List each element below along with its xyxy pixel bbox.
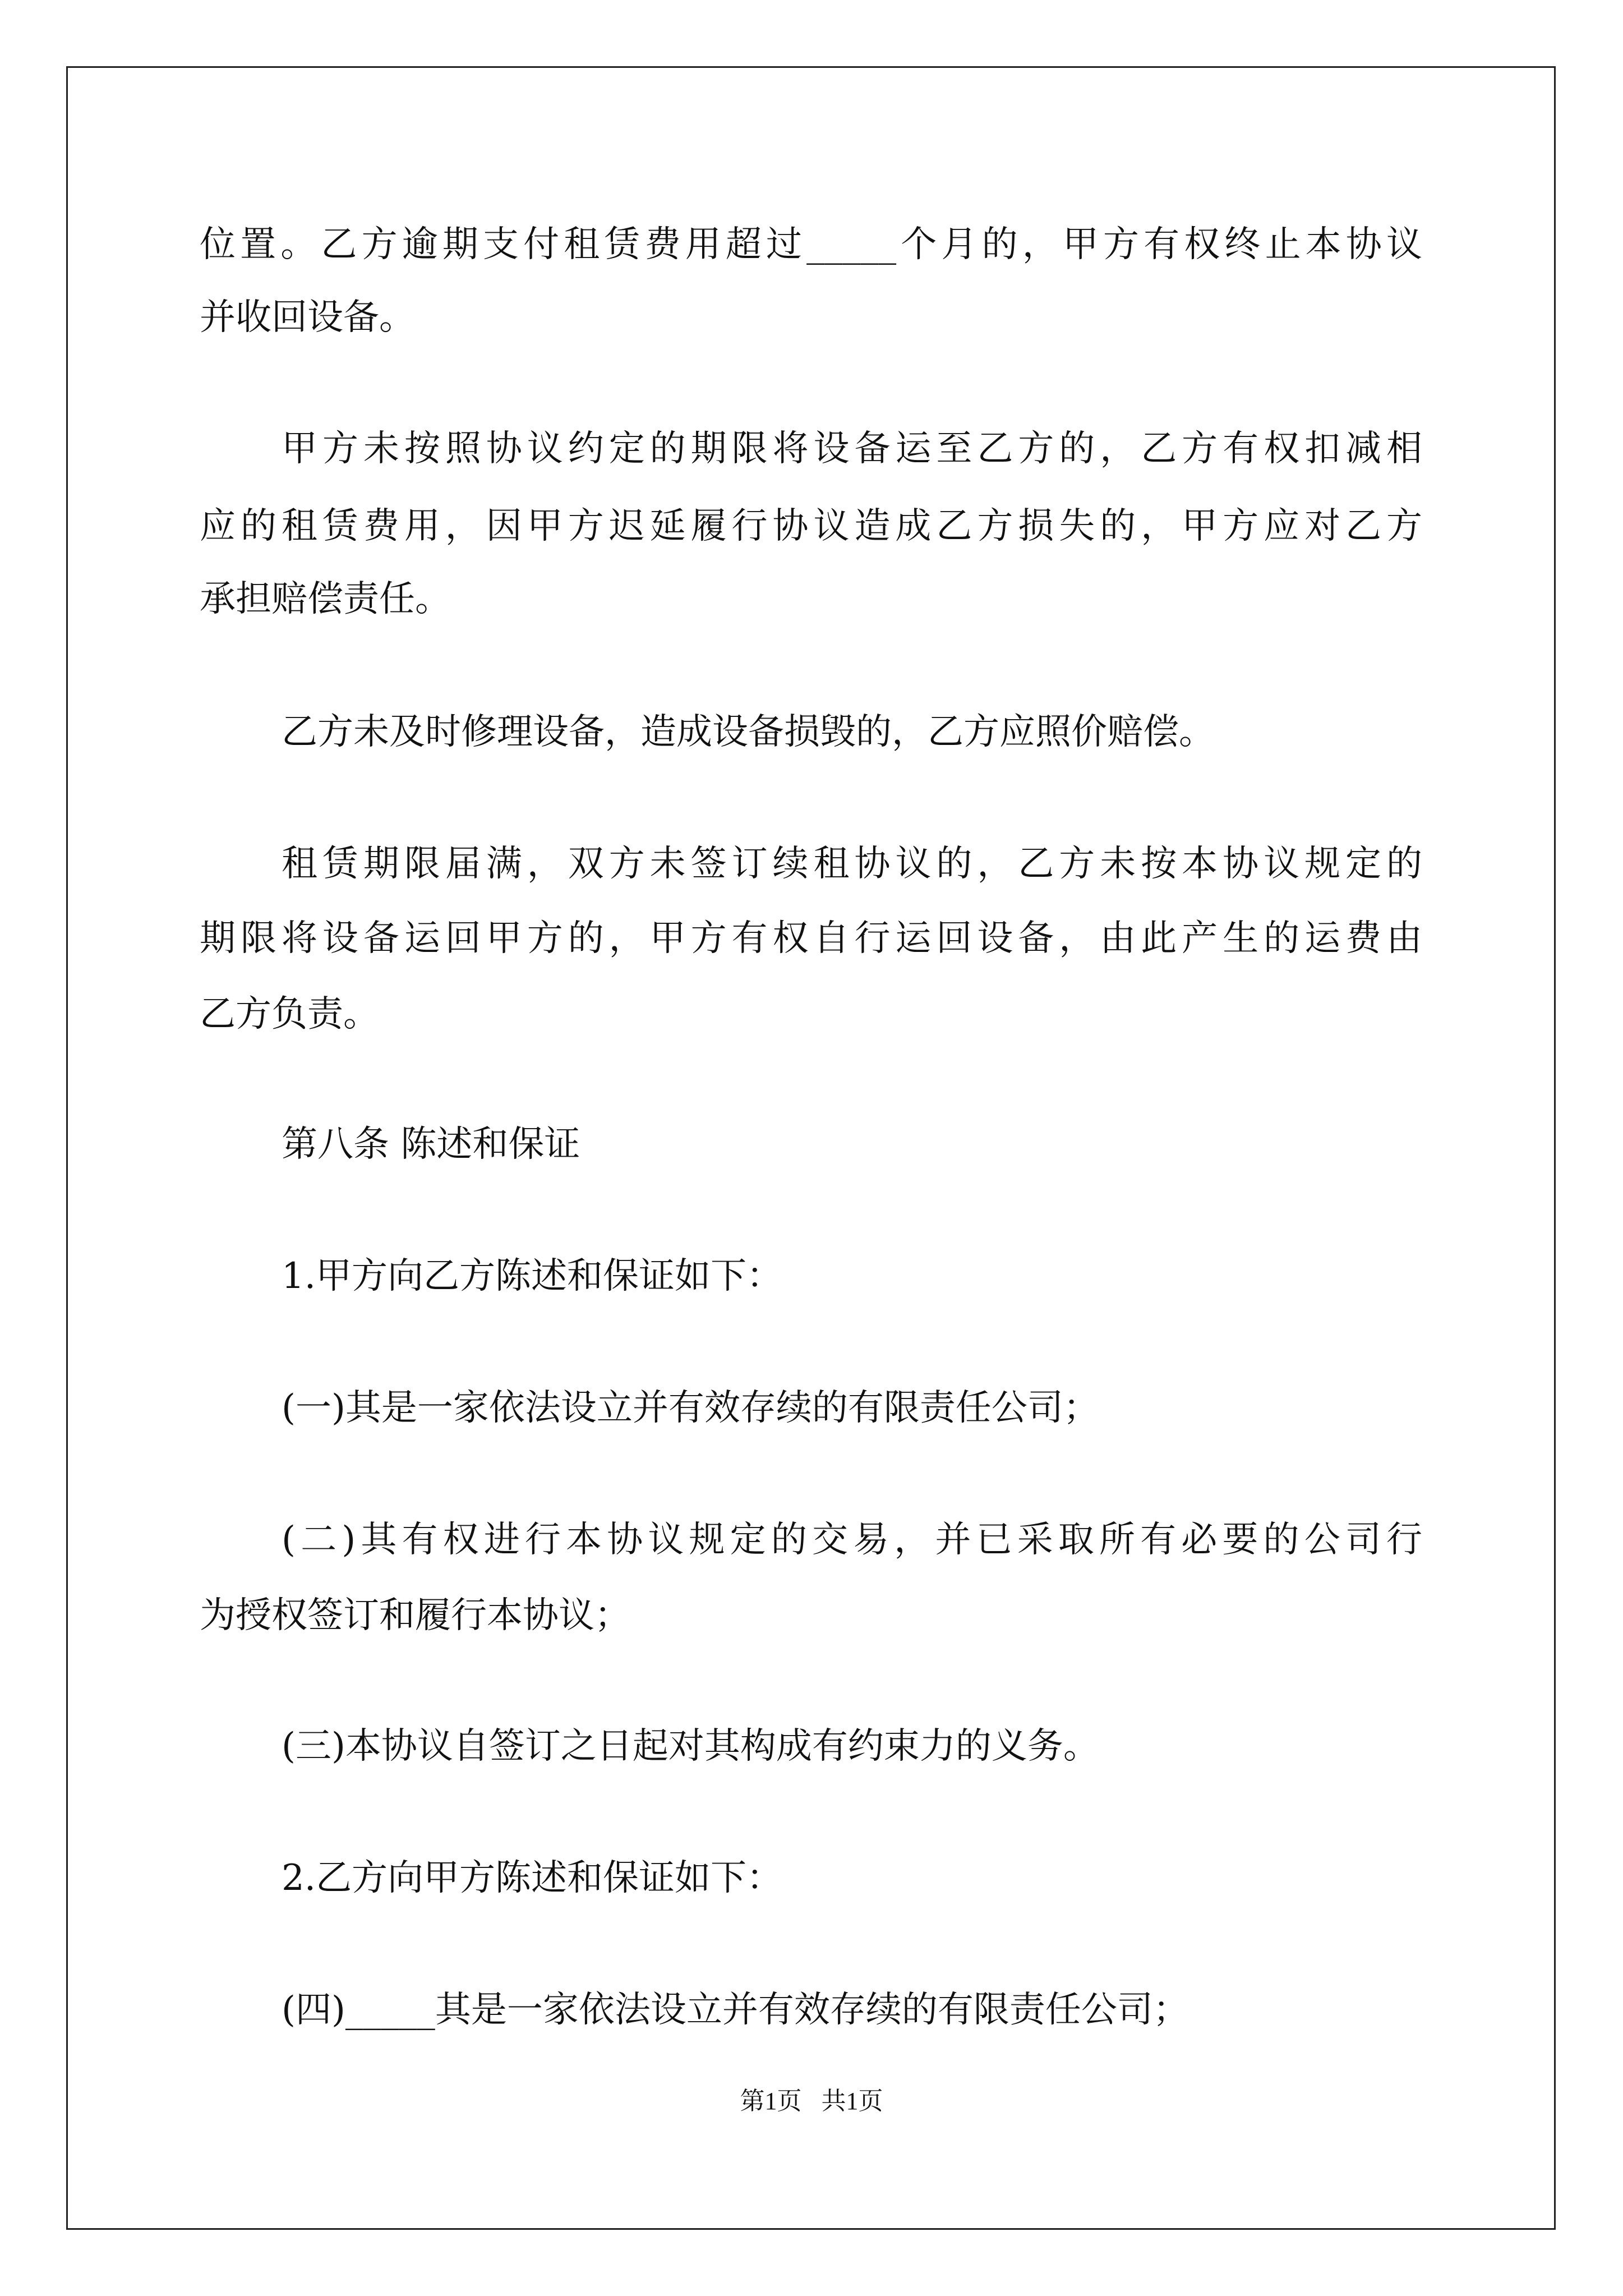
page-footer (0, 2086, 1623, 2117)
paragraph-line: 乙方负责。 (200, 993, 379, 1035)
section-heading: 第八条 陈述和保证 (282, 1124, 580, 1165)
paragraph-line: 并收回设备。 (200, 297, 415, 338)
page-number: 第1页 (740, 2087, 802, 2115)
paragraph-line: 2.乙方向甲方陈述和保证如下： (282, 1857, 783, 1899)
paragraph-line: 期限将设备运回甲方的，甲方有权自行运回设备，由此产生的运费由 (200, 918, 1422, 959)
paragraph-line: (二)其有权进行本协议规定的交易，并已采取所有必要的公司行 (282, 1519, 1422, 1561)
paragraph-line: 为授权签订和履行本协议； (200, 1595, 630, 1636)
paragraph-line: 1.甲方向乙方陈述和保证如下： (282, 1255, 783, 1297)
paragraph-line: 乙方未及时修理设备，造成设备损毁的，乙方应照价赔偿。 (282, 711, 1215, 753)
paragraph-line: 承担赔偿责任。 (200, 578, 451, 620)
paragraph-line: 甲方未按照协议约定的期限将设备运至乙方的，乙方有权扣减相 (282, 428, 1422, 470)
paragraph-line: (四)_____其是一家依法设立并有效存续的有限责任公司； (282, 1989, 1189, 2031)
page-total: 共1页 (821, 2087, 883, 2115)
paragraph-line: 租赁期限届满，双方未签订续租协议的，乙方未按本协议规定的 (282, 843, 1422, 885)
paragraph-line: 位置。乙方逾期支付租赁费用超过_____个月的，甲方有权终止本协议 (200, 224, 1422, 265)
paragraph-line: 应的租赁费用，因甲方迟延履行协议造成乙方损失的，甲方应对乙方 (200, 505, 1422, 547)
paragraph-line: (三)本协议自签订之日起对其构成有约束力的义务。 (282, 1726, 1099, 1767)
paragraph-line: (一)其是一家依法设立并有效存续的有限责任公司； (282, 1387, 1099, 1429)
